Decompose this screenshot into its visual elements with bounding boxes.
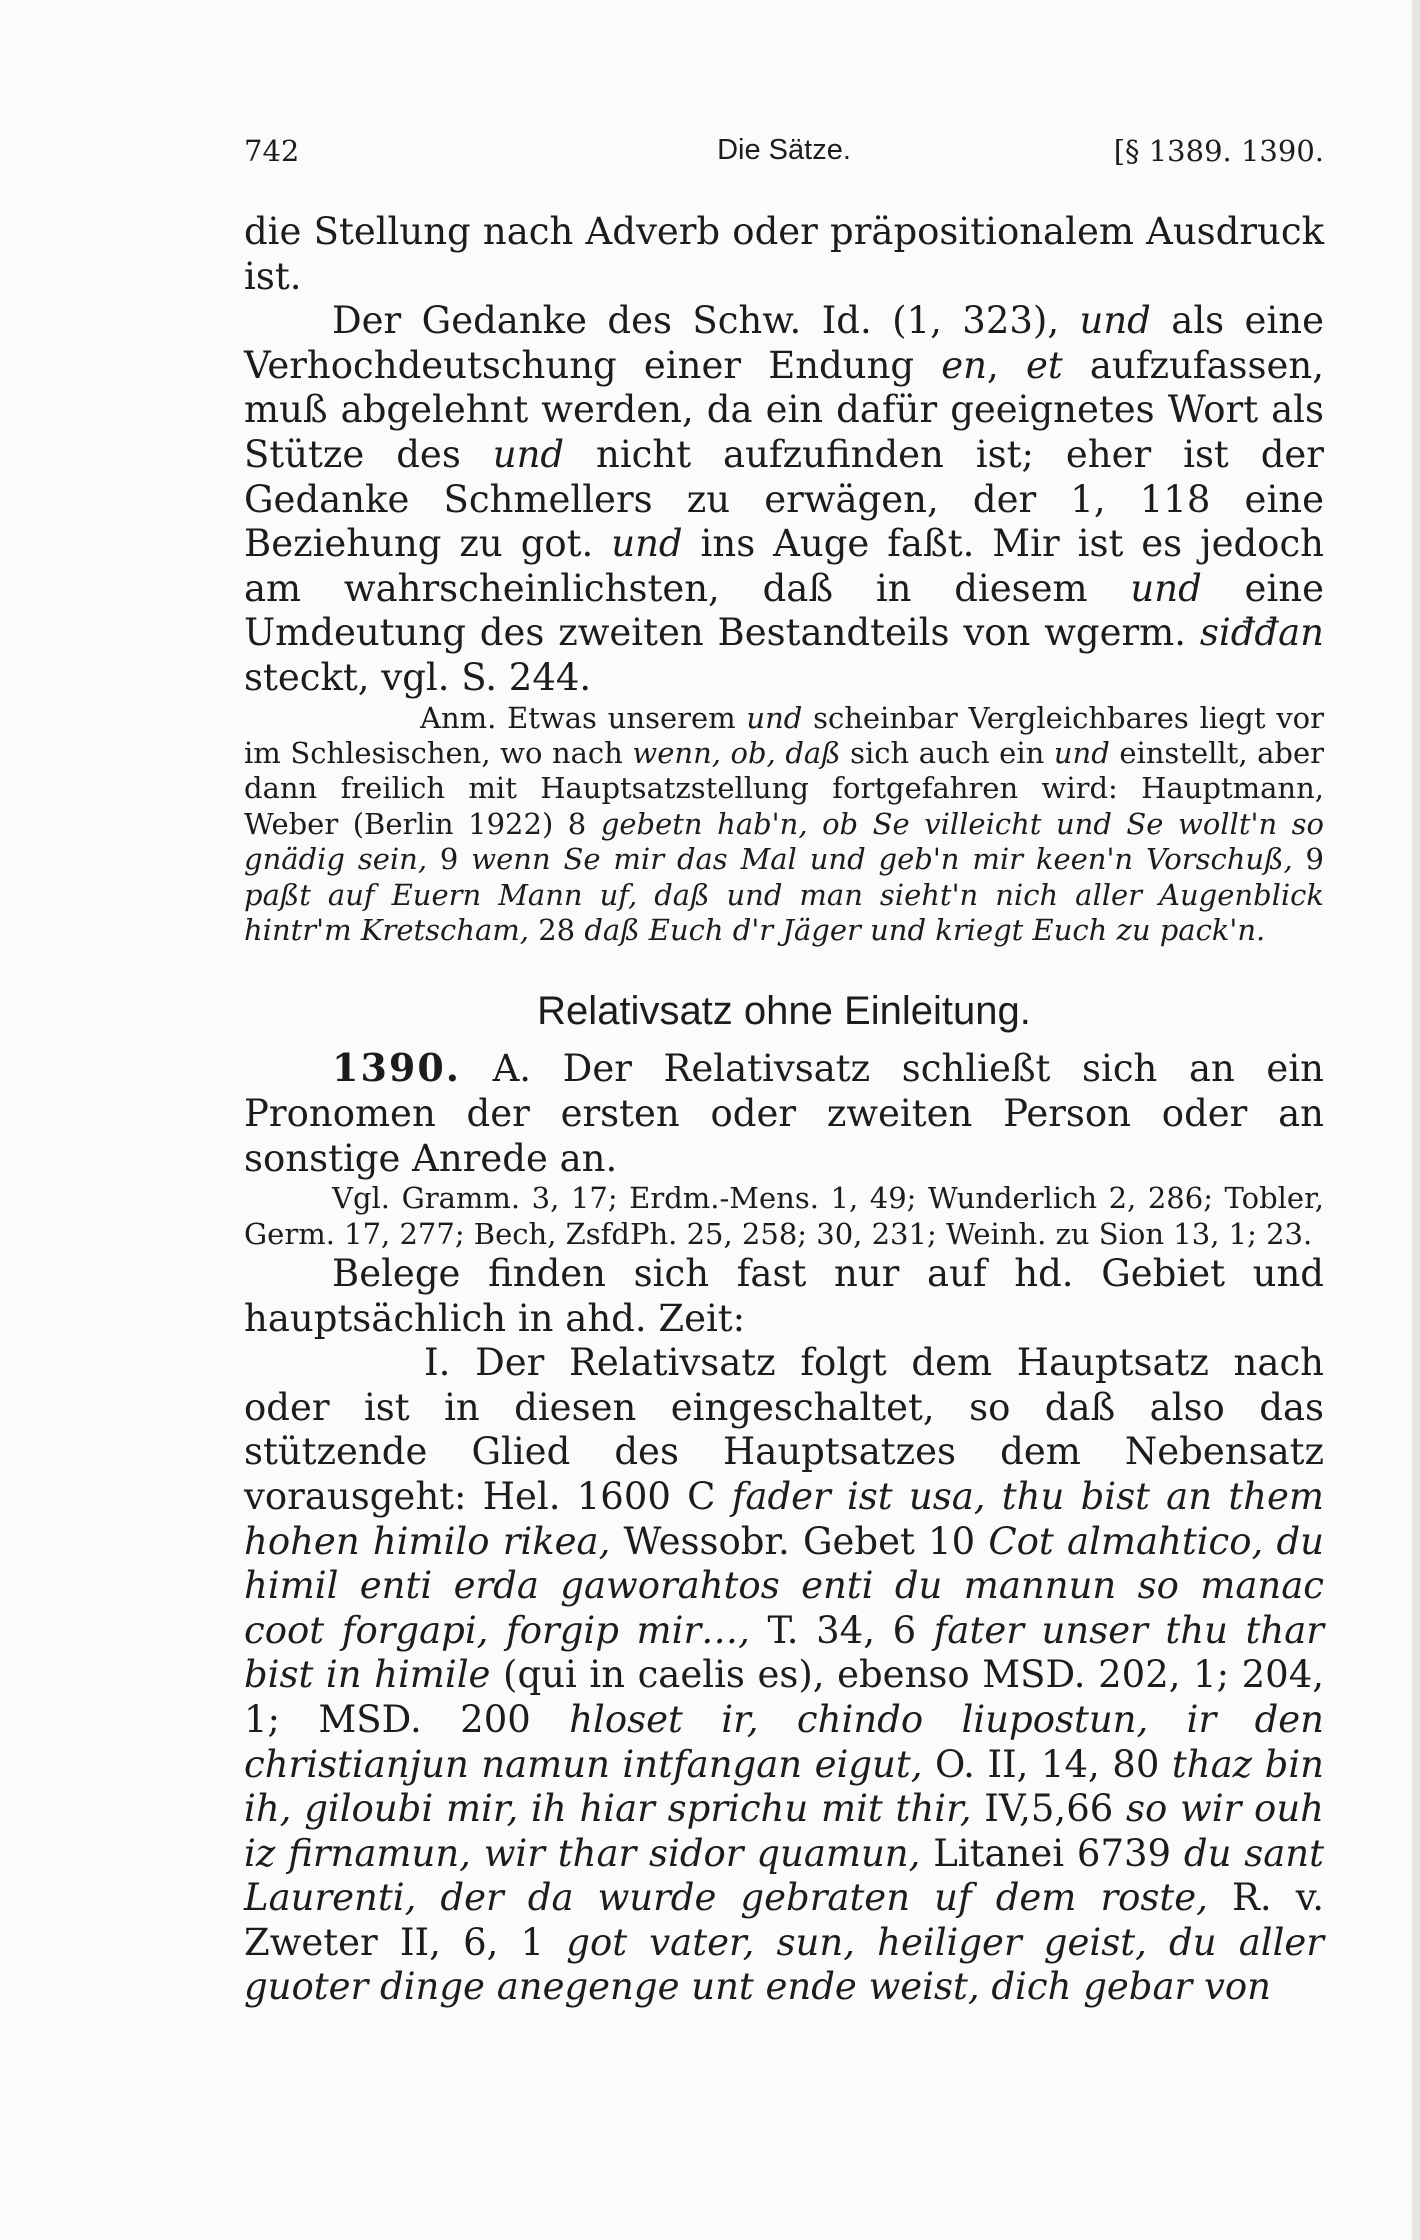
running-title: Die Sätze. bbox=[717, 134, 851, 166]
page-number: 742 bbox=[244, 134, 300, 168]
paragraph-1390: 1390. A. Der Relativsatz schließt sich an ein Pronomen der ersten oder zweiten Person oder an sonstige Anrede an. bbox=[244, 1045, 1324, 1180]
annotation-label: Anm. bbox=[420, 700, 497, 735]
annotation-note: Anm. Etwas unserem und scheinbar Vergleichbares liegt vor im Schlesischen, wo nach wenn, ob, daß sich auch ein und einstellt, aber dann freilich mit Hauptsatzstellung fortgefahren wird: Hauptmann, Weber (Berlin 1922) 8 gebetn hab'n, ob Se villeicht und Se wollt'n so gnädig sein, 9 wenn Se mir das Mal und geb'n mir keen'n Vorschuß, 9 paßt auf Euern Mann uf, daß und man sieht'n nich aller Augenblick hintr'm Kretscham, 28 daß Euch d'r Jäger und kriegt Euch zu pack'n. bbox=[244, 700, 1325, 947]
paragraph-roman-one: I. Der Relativsatz folgt dem Hauptsatz nach oder ist in diesen eingeschaltet, so daß also das stützende Glied des Hauptsatzes dem Nebensatz vorausgeht: Hel. 1600 C fader ist usa, thu bist an them hohen himilo rikea, Wessobr. Gebet 10 Cot almahtico, du himil enti erda gaworahtos enti du mannun so manac coot forgapi, forgip mir…, T. 34, 6 fater unser thu thar bist in himile (qui in caelis es), ebenso MSD. 202, 1; 204, 1; MSD. 200 hloset ir, chindo liupostun, ir den christianjun namun intfangan eigut, O. II, 14, 80 thaz bin ih, giloubi mir, ih hiar sprichu mit thir, IV,5,66 so wir ouh iz firnamun, wir thar sidor quamun, Litanei 6739 du sant Laurenti, der da wurde gebraten uf dem roste, R. v. Zweter II, 6, 1 got vater, sun, heiliger geist, du aller guoter dinge anegenge unt ende weist, dich gebar von bbox=[244, 1341, 1325, 2009]
section-reference: [§ 1389. 1390. bbox=[1113, 134, 1324, 168]
section-heading: Relativsatz ohne Einleitung. bbox=[537, 989, 1031, 1034]
paragraph-belege: Belege finden sich fast nur auf hd. Gebiet und hauptsächlich in ahd. Zeit: bbox=[244, 1251, 1324, 1340]
paragraph-gedanke: Der Gedanke des Schw. Id. (1, 323), und als eine Verhochdeutschung einer Endung en, et aufzufassen, muß abgelehnt werden, da ein dafür geeignetes Wort als Stütze des und nicht aufzufinden ist; eher ist der Gedanke Schmellers zu erwägen, der 1, 118 eine Beziehung zu got. und ins Auge faßt. Mir ist es jedoch am wahrscheinlichsten, daß in diesem und eine Umdeutung des zweiten Bestandteils von wgerm. siđđan steckt, vgl. S. 244. bbox=[244, 299, 1324, 699]
section-number: 1390. bbox=[332, 1045, 461, 1091]
paragraph-continuation: die Stellung nach Adverb oder präpositionalem Ausdruck ist. bbox=[244, 210, 1324, 298]
references: Vgl. Gramm. 3, 17; Erdm.-Mens. 1, 49; Wunderlich 2, 286; Tobler, Germ. 17, 277; Bech, ZsfdPh. 25, 258; 30, 231; Weinh. zu Sion 13, 1; 23. bbox=[244, 1181, 1324, 1251]
page-body bbox=[244, 210, 1324, 2010]
page-edge-shadow bbox=[1412, 0, 1420, 2240]
running-header bbox=[244, 134, 1324, 174]
